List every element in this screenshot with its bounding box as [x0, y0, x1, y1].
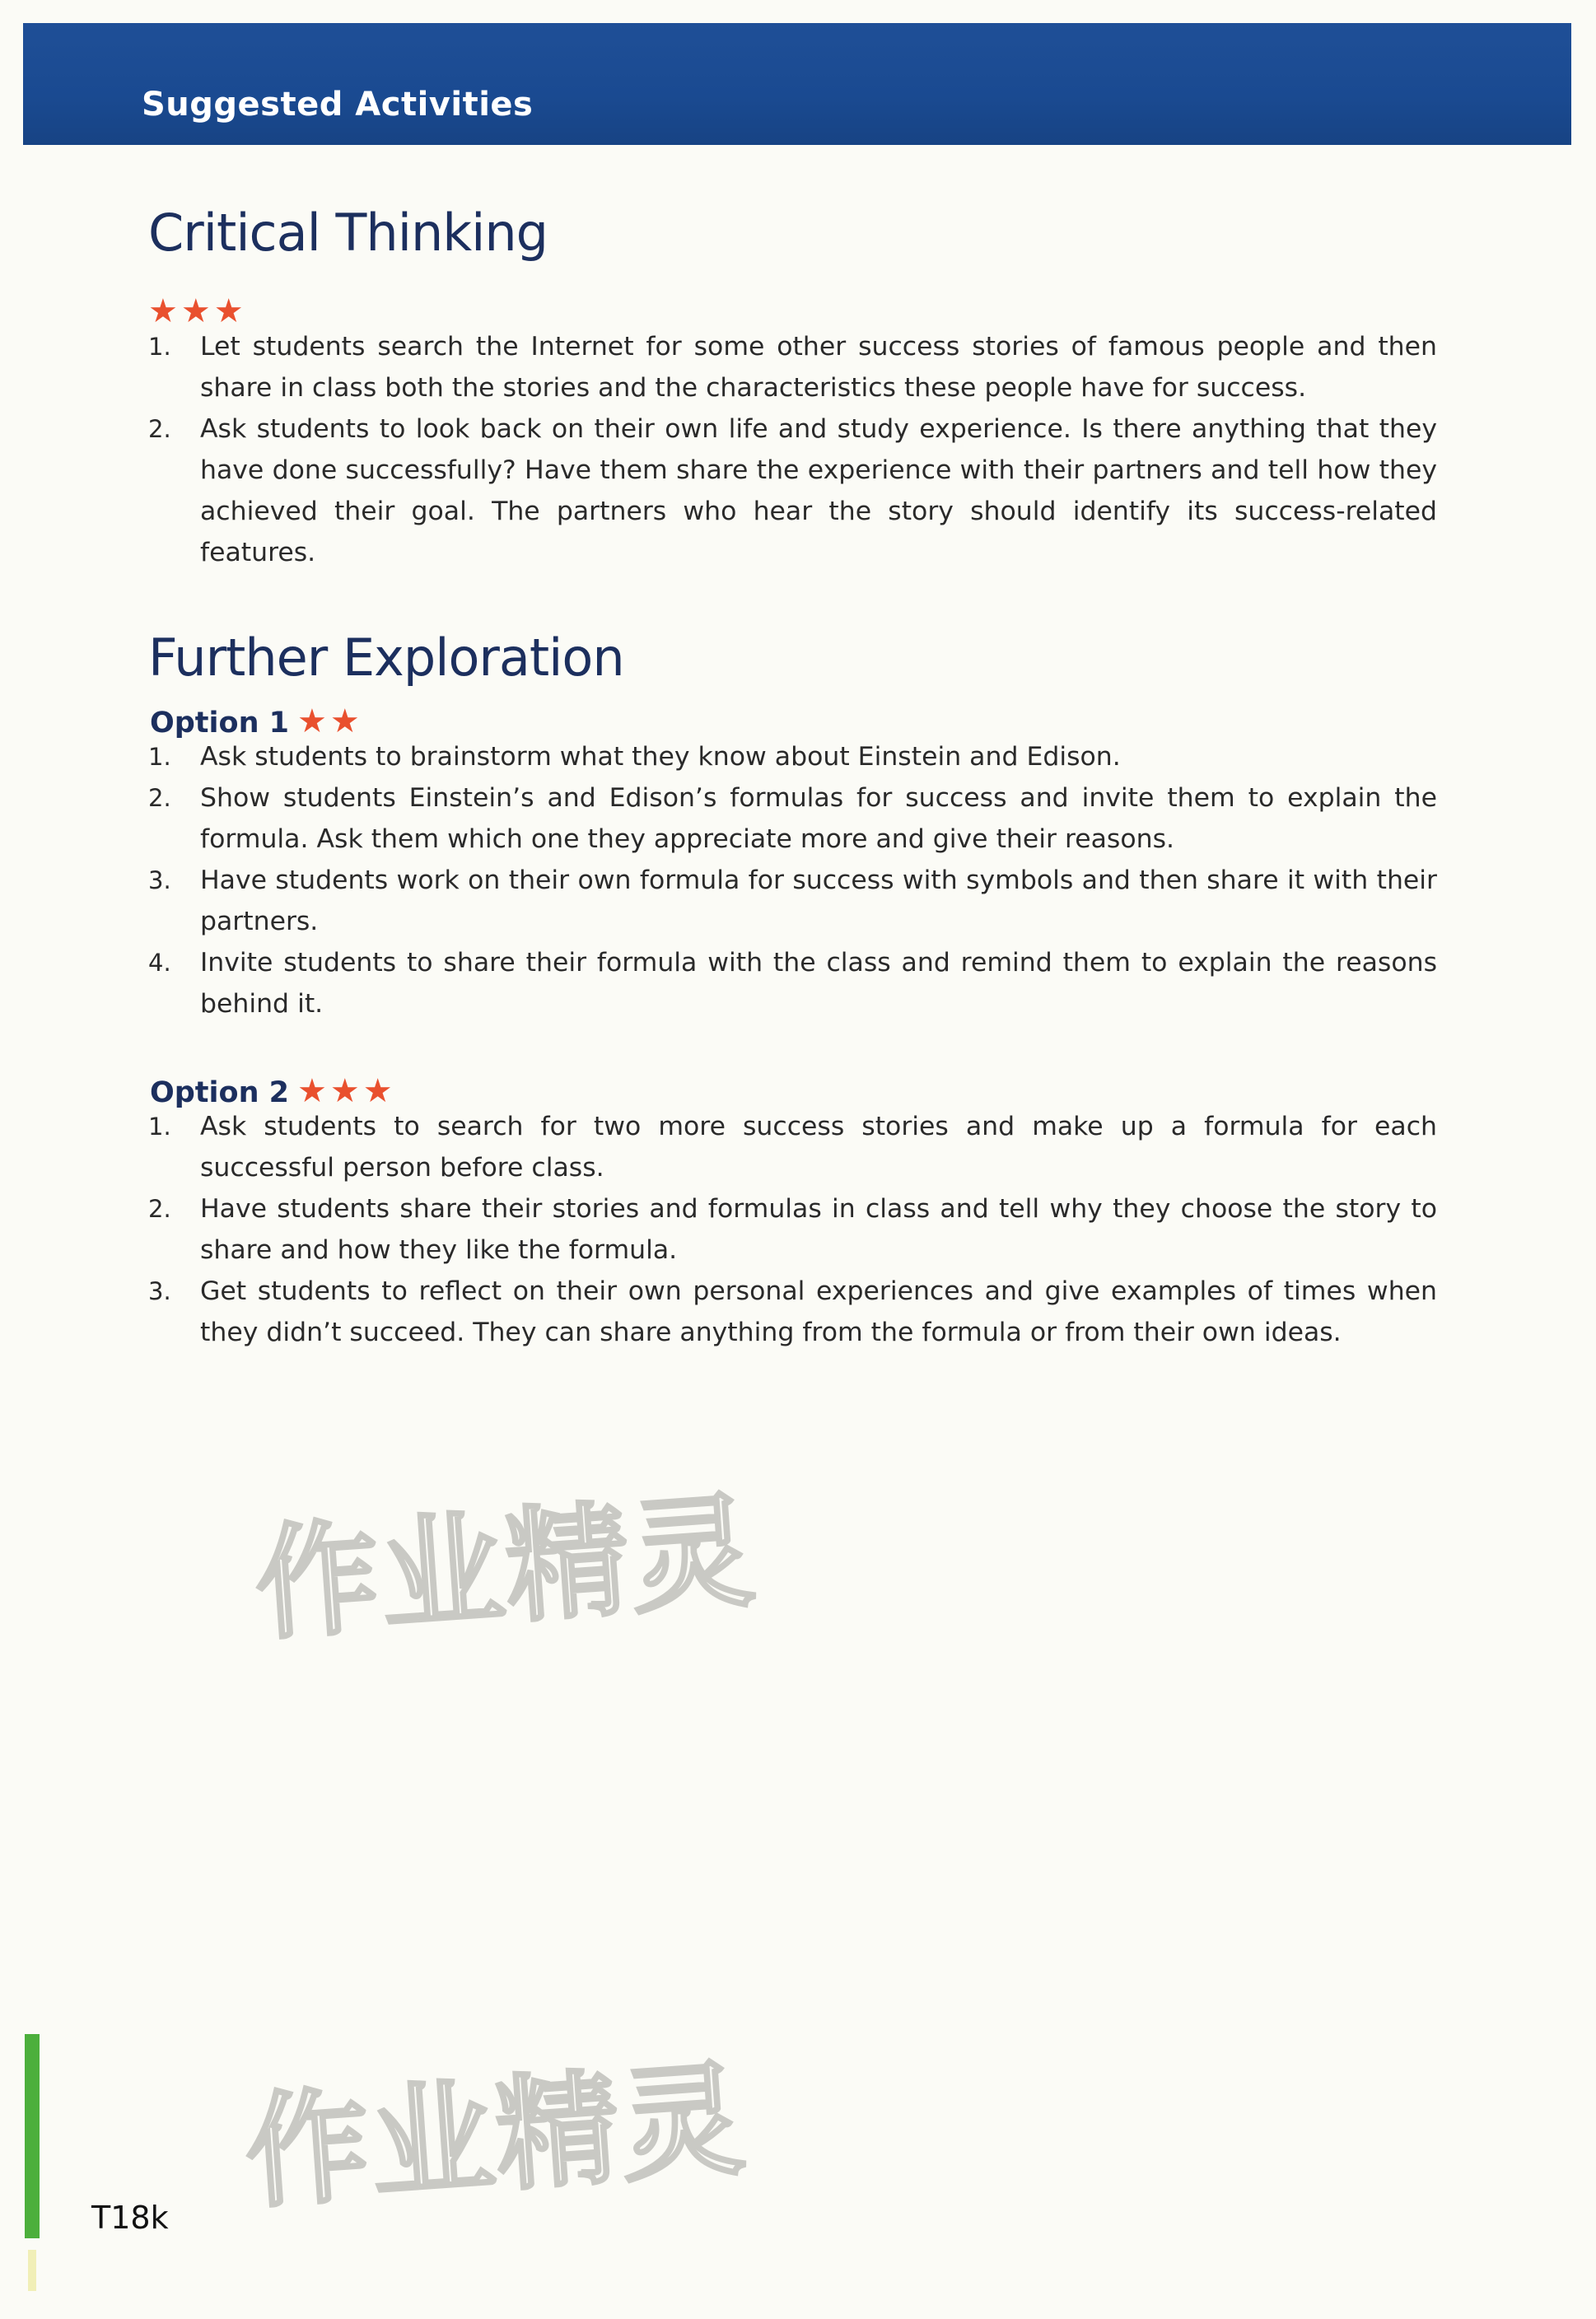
list-item-text: Ask students to look back on their own life and study experience. Is there anything that they have done successfully? Have them share the experience with their partners and tell how they achieved their goal. The partners who hear the story should identify its success-related features. — [200, 414, 1437, 567]
list-item-number: 2. — [148, 784, 171, 812]
option-2-label — [150, 1072, 396, 1110]
watermark-top: 作业精灵 — [250, 1480, 761, 1658]
header-title: Suggested Activities — [142, 86, 534, 124]
list-item — [148, 1188, 1437, 1271]
list-item-number: 2. — [148, 1195, 171, 1223]
option-1-list — [148, 736, 1437, 1024]
list-item — [148, 1106, 1437, 1188]
option-1-stars: ★★ — [297, 702, 363, 740]
list-item-text: Show students Einstein’s and Edison’s formulas for success and invite them to explain the formula. Ask them which one they appreciate more and give their reasons. — [200, 783, 1437, 854]
list-item — [148, 942, 1437, 1024]
list-item-number: 2. — [148, 415, 171, 443]
list-item-number: 1. — [148, 333, 171, 361]
list-item-text: Have students share their stories and formulas in class and tell why they choose the story to share and how they like the formula. — [200, 1194, 1437, 1265]
critical-thinking-stars: ★★★ — [148, 292, 247, 330]
header-band — [23, 23, 1571, 145]
list-item — [148, 1271, 1437, 1353]
list-item-text: Get students to reflect on their own personal experiences and give examples of times when they didn’t succeed. They can share anything from the formula or from their own ideas. — [200, 1276, 1437, 1347]
list-item — [148, 860, 1437, 942]
critical-thinking-heading: Critical Thinking — [148, 203, 548, 263]
critical-thinking-list — [148, 326, 1437, 573]
option-2-stars: ★★★ — [297, 1072, 396, 1110]
list-item-number: 3. — [148, 1277, 171, 1305]
further-exploration-heading: Further Exploration — [148, 628, 624, 688]
list-item — [148, 408, 1437, 573]
list-item-number: 3. — [148, 866, 171, 894]
list-item-text: Ask students to search for two more success stories and make up a formula for each successful person before class. — [200, 1112, 1437, 1183]
option-2-list — [148, 1106, 1437, 1353]
list-item-number: 4. — [148, 949, 171, 977]
list-item — [148, 777, 1437, 860]
list-item-text: Invite students to share their formula with the class and remind them to explain the reasons behind it. — [200, 948, 1437, 1019]
list-item-text: Let students search the Internet for some other success stories of famous people and then share in class both the stories and the characteristics these people have for success. — [200, 332, 1437, 403]
list-item-text: Ask students to brainstorm what they know about Einstein and Edison. — [200, 742, 1121, 772]
page-number: T18k — [91, 2200, 169, 2236]
list-item-text: Have students work on their own formula for success with symbols and then share it with their partners. — [200, 866, 1437, 936]
page-edge-bar — [25, 2034, 40, 2238]
option-1-label — [150, 702, 363, 740]
list-item-number: 1. — [148, 1113, 171, 1141]
list-item — [148, 736, 1437, 777]
list-item-number: 1. — [148, 743, 171, 771]
page-edge-tab — [28, 2250, 36, 2291]
option-1-label-text: Option 1 — [150, 707, 290, 740]
option-2-label-text: Option 2 — [150, 1076, 290, 1109]
list-item — [148, 326, 1437, 408]
watermark-bottom: 作业精灵 — [240, 2048, 751, 2226]
